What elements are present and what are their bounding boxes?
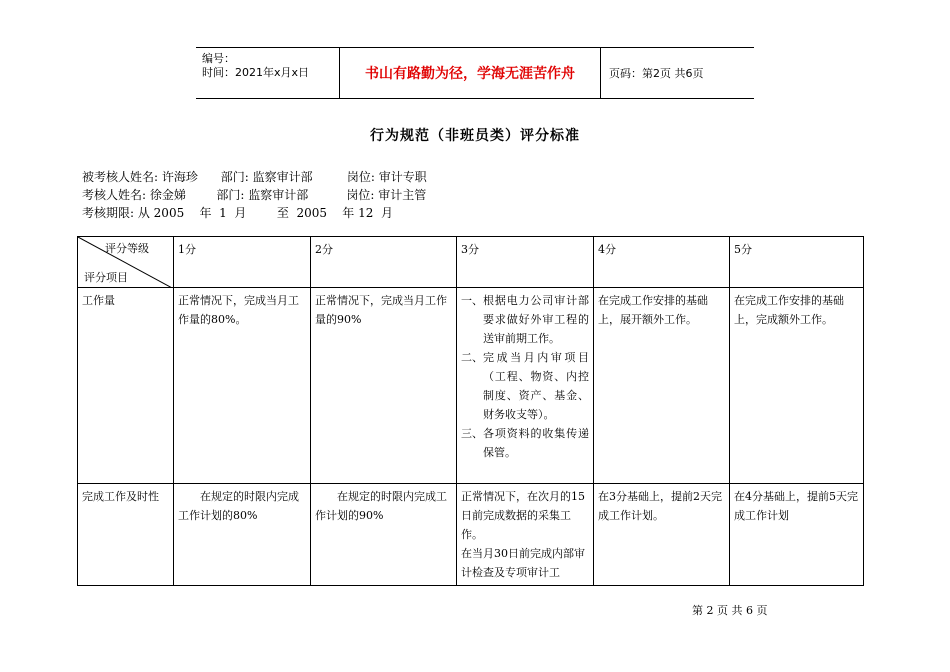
info-period-line: 考核期限: 从 2005 年 1 月 至 2005 年 12 月 — [82, 206, 394, 220]
score-header-5: 5分 — [730, 237, 864, 288]
list-number: 二、 — [461, 351, 483, 364]
scoring-table — [77, 236, 864, 586]
page-footer: 第 2 页 共 6 页 — [692, 604, 768, 617]
list-number: 一、 — [461, 294, 483, 307]
header-page-label: 页码：第2页 共6页 — [609, 67, 704, 80]
cell-score-4: 在3分基础上，提前2天完成工作计划。 — [594, 484, 730, 586]
cell-score-3 — [457, 484, 594, 586]
header-slogan: 书山有路勤为径，学海无涯苦作舟 — [339, 48, 601, 98]
info-assessee-line: 被考核人姓名: 许海珍 部门: 监察审计部 岗位: 审计专职 — [82, 170, 427, 184]
document-number-label: 编号： — [202, 52, 235, 65]
list-text: 完成当月内审项目（工程、物资、内控制度、资产、基金、财务收支等）。 — [483, 351, 589, 421]
score-3-paragraph-2: 在当月30日前完成内部审计检查及专项审计工 — [461, 547, 585, 579]
table-row — [78, 288, 864, 484]
list-item — [461, 291, 589, 348]
table-row — [78, 484, 864, 586]
score-header-2: 2分 — [311, 237, 457, 288]
header-meta — [196, 48, 339, 98]
table-header-row — [78, 237, 864, 288]
cell-score-2: 在规定的时限内完成工作计划的90% — [311, 484, 457, 586]
corner-label-score-level: 评分等级 — [105, 242, 149, 255]
score-header-3: 3分 — [457, 237, 594, 288]
score-header-4: 4分 — [594, 237, 730, 288]
document-header — [196, 47, 754, 99]
list-text: 各项资料的收集传递保管。 — [483, 427, 589, 459]
cell-score-4: 在完成工作安排的基础上，展开额外工作。 — [594, 288, 730, 484]
diagonal-corner-cell — [78, 237, 174, 288]
cell-score-1: 正常情况下，完成当月工作量的80%。 — [174, 288, 311, 484]
cell-score-1: 在规定的时限内完成工作计划的80% — [174, 484, 311, 586]
info-assessor-line: 考核人姓名: 徐金娣 部门: 监察审计部 岗位: 审计主管 — [82, 188, 427, 202]
list-number: 三、 — [461, 427, 483, 440]
score-3-list — [461, 291, 589, 462]
cell-score-5: 在完成工作安排的基础上，完成额外工作。 — [730, 288, 864, 484]
document-title: 行为规范（非班员类）评分标准 — [370, 128, 580, 144]
item-timeliness: 完成工作及时性 — [78, 484, 174, 586]
item-workload: 工作量 — [78, 288, 174, 484]
list-item — [461, 424, 589, 462]
corner-label-item: 评分项目 — [84, 271, 128, 284]
document-time-label: 时间：2021年x月x日 — [202, 66, 310, 79]
cell-score-3 — [457, 288, 594, 484]
cell-score-2: 正常情况下，完成当月工作量的90% — [311, 288, 457, 484]
score-3-paragraph-1: 正常情况下，在次月的15日前完成数据的采集工作。 — [461, 490, 585, 541]
cell-score-5: 在4分基础上，提前5天完成工作计划 — [730, 484, 864, 586]
score-header-1: 1分 — [174, 237, 311, 288]
list-item — [461, 348, 589, 424]
list-text: 根据电力公司审计部要求做好外审工程的送审前期工作。 — [483, 294, 589, 345]
